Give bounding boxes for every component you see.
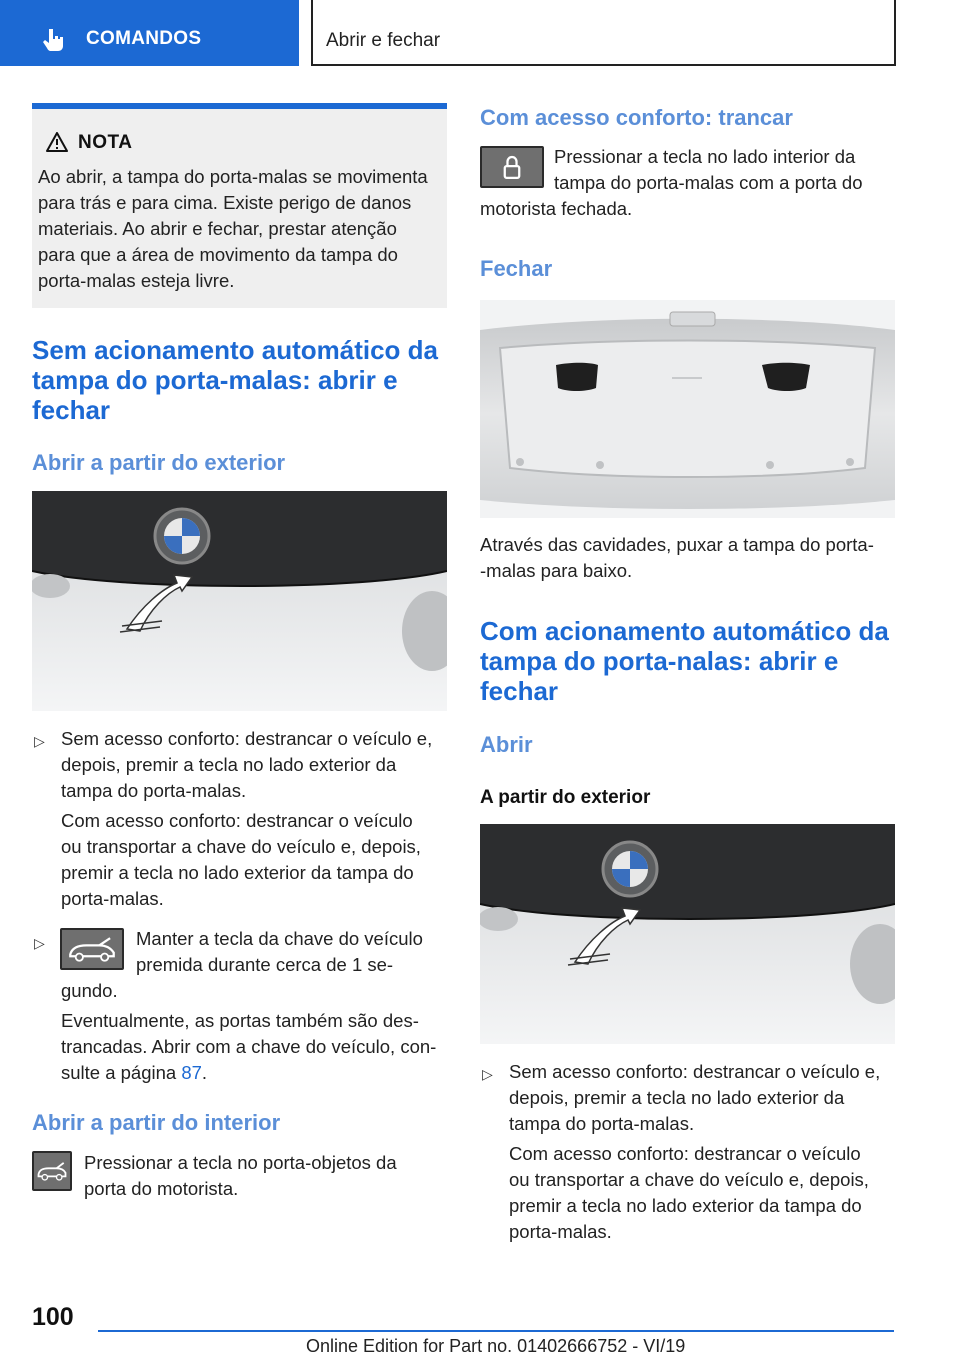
bullet-subtext: Com acesso conforto: destrancar o veículo — [509, 1143, 861, 1164]
bullet-subtext-pre: sulte a página — [61, 1062, 182, 1083]
triangle-right-icon: ▷ — [34, 733, 45, 749]
note-line: para trás e para cima. Existe perigo de danos — [38, 192, 412, 213]
close-text: Através das cavidades, puxar a tampa do porta- — [480, 534, 874, 555]
heading-comfort-lock: Com acesso conforto: trancar — [480, 105, 793, 130]
page-number: 100 — [32, 1303, 74, 1331]
trunk-button-photo — [32, 491, 447, 711]
bullet-text: Sem acesso conforto: destrancar o veículo e, — [509, 1061, 881, 1082]
note-line: Ao abrir, a tampa do porta-malas se movimenta — [38, 166, 428, 187]
bullet-text: Manter a tecla da chave do veículo — [136, 928, 423, 949]
note-line: porta-malas esteja livre. — [38, 270, 235, 291]
bullet-subtext: ou transportar a chave do veículo e, depois, — [61, 836, 421, 857]
section-title: COMANDOS — [86, 28, 202, 49]
header-rule — [311, 64, 896, 66]
close-text: -malas para baixo. — [480, 560, 633, 581]
lock-key-icon — [480, 146, 544, 188]
bullet-subtext: ou transportar a chave do veículo e, depois, — [509, 1169, 869, 1190]
heading-manual: tampa do porta-malas: abrir e — [32, 365, 398, 395]
heading-automatic: Com acionamento automático da — [480, 616, 889, 646]
bullet-text: gundo. — [61, 980, 118, 1001]
interior-text: Pressionar a tecla no porta-objetos da — [84, 1152, 397, 1173]
triangle-right-icon: ▷ — [34, 935, 45, 951]
bullet-text: depois, premir a tecla no lado exterior da — [509, 1087, 845, 1108]
note-line: materiais. Ao abrir e fechar, prestar atenção — [38, 218, 397, 239]
bullet-subtext: Eventualmente, as portas também são des- — [61, 1010, 419, 1031]
bullet-text: depois, premir a tecla no lado exterior da — [61, 754, 397, 775]
lock-text: tampa do porta-malas com a porta do — [554, 172, 863, 193]
heading-manual: Sem acionamento automático da — [32, 335, 438, 365]
interior-text: porta do motorista. — [84, 1178, 239, 1199]
bullet-subtext: trancadas. Abrir com a chave do veículo, con- — [61, 1036, 437, 1057]
bullet-subtext: premir a tecla no lado exterior da tampa do — [61, 862, 414, 883]
car-trunk-key-icon — [60, 928, 124, 970]
bullet-subtext: Com acesso conforto: destrancar o veículo — [61, 810, 413, 831]
page-link[interactable]: 87 — [181, 1062, 202, 1083]
heading-automatic: fechar — [480, 676, 559, 706]
hand-pointer-icon — [40, 27, 66, 53]
footer-rule — [98, 1330, 894, 1332]
chapter-title: Abrir e fechar — [326, 30, 441, 51]
bullet-subtext: porta-malas. — [509, 1221, 612, 1242]
bullet-subtext-post: . — [201, 1062, 208, 1083]
note-line: para que a área de movimento da tampa do — [38, 244, 398, 265]
heading-open: Abrir — [480, 732, 533, 757]
bullet-text: tampa do porta-malas. — [509, 1113, 695, 1134]
bullet-text: tampa do porta-malas. — [61, 780, 247, 801]
bullet-subtext: porta-malas. — [61, 888, 164, 909]
trunk-lid-interior-photo — [480, 300, 895, 518]
heading-from-exterior: A partir do exterior — [480, 787, 651, 808]
heading-automatic: tampa do porta-nalas: abrir e — [480, 646, 839, 676]
heading-open-interior: Abrir a partir do interior — [32, 1110, 281, 1135]
car-trunk-key-icon — [32, 1151, 72, 1191]
heading-open-exterior: Abrir a partir do exterior — [32, 450, 286, 475]
note-title: NOTA — [78, 132, 133, 153]
heading-close: Fechar — [480, 256, 553, 281]
bullet-text: Sem acesso conforto: destrancar o veículo e, — [61, 728, 433, 749]
bullet-text: premida durante cerca de 1 se- — [136, 954, 394, 975]
bullet-subtext — [61, 1060, 207, 1086]
heading-manual: fechar — [32, 395, 111, 425]
lock-text: Pressionar a tecla no lado interior da — [554, 146, 856, 167]
header-divider-right — [894, 0, 896, 66]
trunk-button-photo — [480, 824, 895, 1044]
header-divider-left — [311, 0, 313, 66]
lock-text: motorista fechada. — [480, 198, 633, 219]
footer-edition: Online Edition for Part no. 01402666752 - VI/19 — [306, 1336, 686, 1356]
triangle-right-icon: ▷ — [482, 1066, 493, 1082]
bullet-subtext: premir a tecla no lado exterior da tampa do — [509, 1195, 862, 1216]
warning-triangle-icon — [46, 132, 68, 152]
